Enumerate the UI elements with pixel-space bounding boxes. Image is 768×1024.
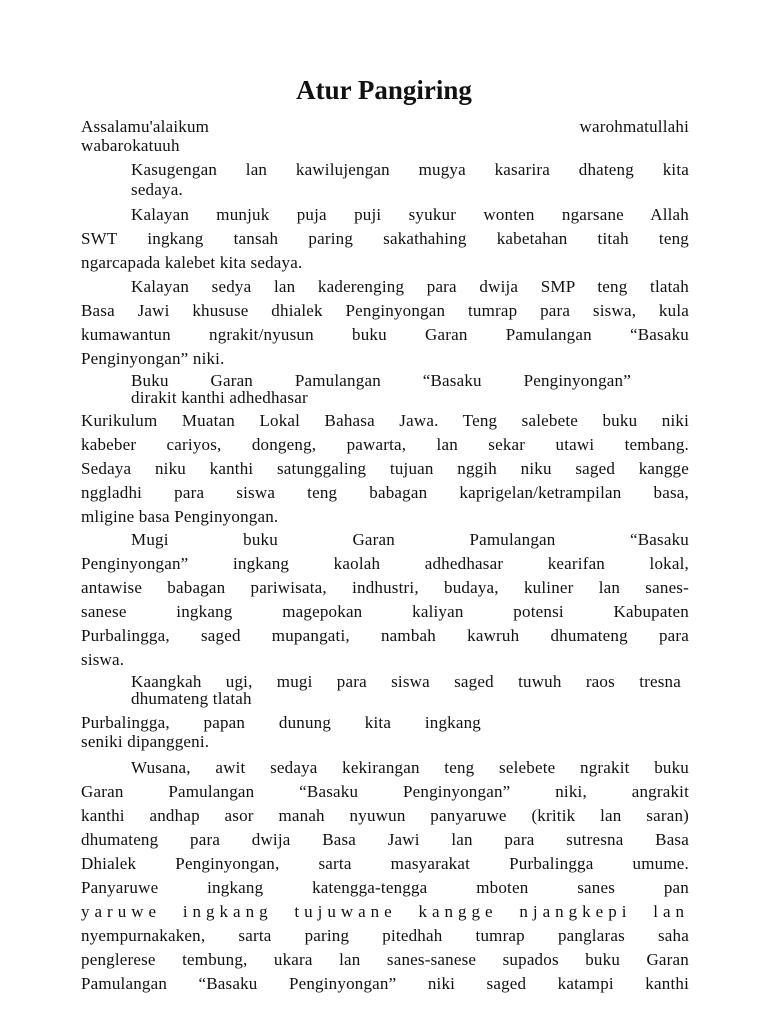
- text-line: seniki dipanggeni.: [81, 732, 210, 751]
- text-line: wabarokatuuh: [81, 136, 180, 155]
- text-line: dirakit kanthi adhedhasar: [131, 388, 308, 407]
- text-line: nggladhi para siswa teng babagan kaprigelan/ketrampilan basa,: [81, 483, 689, 502]
- text-line: Kaangkah ugi, mugi para siswa saged tuwuh raos tresna: [131, 672, 681, 691]
- text-line: sedaya.: [131, 180, 183, 199]
- text-line: kabeber cariyos, dongeng, pawarta, lan sekar utawi tembang.: [81, 435, 689, 454]
- text-line: Dhialek Penginyongan, sarta masyarakat Purbalingga umume.: [81, 854, 689, 873]
- page-title: Atur Pangiring: [296, 75, 472, 105]
- text-line: antawise babagan pariwisata, indhustri, budaya, kuliner lan sanes-: [81, 578, 689, 597]
- text-line: Pamulangan “Basaku Penginyongan” niki saged katampi kanthi: [81, 974, 689, 993]
- text-line: kumawantun ngrakit/nyusun buku Garan Pamulangan “Basaku: [81, 325, 689, 344]
- text-line: Purbalingga, saged mupangati, nambah kawruh dhumateng para: [81, 626, 689, 645]
- text-line: SWT ingkang tansah paring sakathahing kabetahan titah teng: [81, 229, 689, 248]
- text-line: Panyaruwe ingkang katengga-tengga mboten sanes pan: [81, 878, 689, 897]
- text-line: mligine basa Penginyongan.: [81, 507, 279, 526]
- text-line: kanthi andhap asor manah nyuwun panyaruwe (kritik lan saran): [81, 806, 689, 825]
- text-line: nyempurnakaken, sarta paring pitedhah tumrap panglaras saha: [81, 926, 689, 945]
- text-line: Kalayan sedya lan kaderenging para dwija SMP teng tlatah: [131, 277, 689, 296]
- text-line: siswa.: [81, 650, 125, 669]
- text-line: Assalamu'alaikum warohmatullahi: [81, 117, 689, 136]
- text-line: Mugi buku Garan Pamulangan “Basaku: [131, 530, 689, 549]
- text-line: dhumateng tlatah: [131, 689, 252, 708]
- text-line: Kurikulum Muatan Lokal Bahasa Jawa. Teng salebete buku niki: [81, 411, 689, 430]
- text-line: sanese ingkang magepokan kaliyan potensi Kabupaten: [81, 602, 689, 621]
- text-line: yaruwe ingkang tujuwane kangge njangkepi lan: [81, 902, 689, 921]
- text-line: penglerese tembung, ukara lan sanes-sanese supados buku Garan: [81, 950, 689, 969]
- text-line: Wusana, awit sedaya kekirangan teng selebete ngrakit buku: [131, 758, 689, 777]
- text-line: Buku Garan Pamulangan “Basaku Penginyongan”: [131, 371, 631, 390]
- text-line: Garan Pamulangan “Basaku Penginyongan” niki, angrakit: [81, 782, 689, 801]
- text-line: Penginyongan” niki.: [81, 349, 225, 368]
- text-line: ngarcapada kalebet kita sedaya.: [81, 253, 303, 272]
- text-line: Penginyongan” ingkang kaolah adhedhasar kearifan lokal,: [81, 554, 689, 573]
- text-line: Purbalingga, papan dunung kita ingkang: [81, 713, 481, 732]
- text-line: Basa Jawi khususe dhialek Penginyongan tumrap para siswa, kula: [81, 301, 689, 320]
- text-line: Kasugengan lan kawilujengan mugya kasarira dhateng kita: [131, 160, 689, 179]
- text-line: dhumateng para dwija Basa Jawi lan para sutresna Basa: [81, 830, 689, 849]
- text-line: Kalayan munjuk puja puji syukur wonten ngarsane Allah: [131, 205, 689, 224]
- text-line: Sedaya niku kanthi satunggaling tujuan nggih niku saged kangge: [81, 459, 689, 478]
